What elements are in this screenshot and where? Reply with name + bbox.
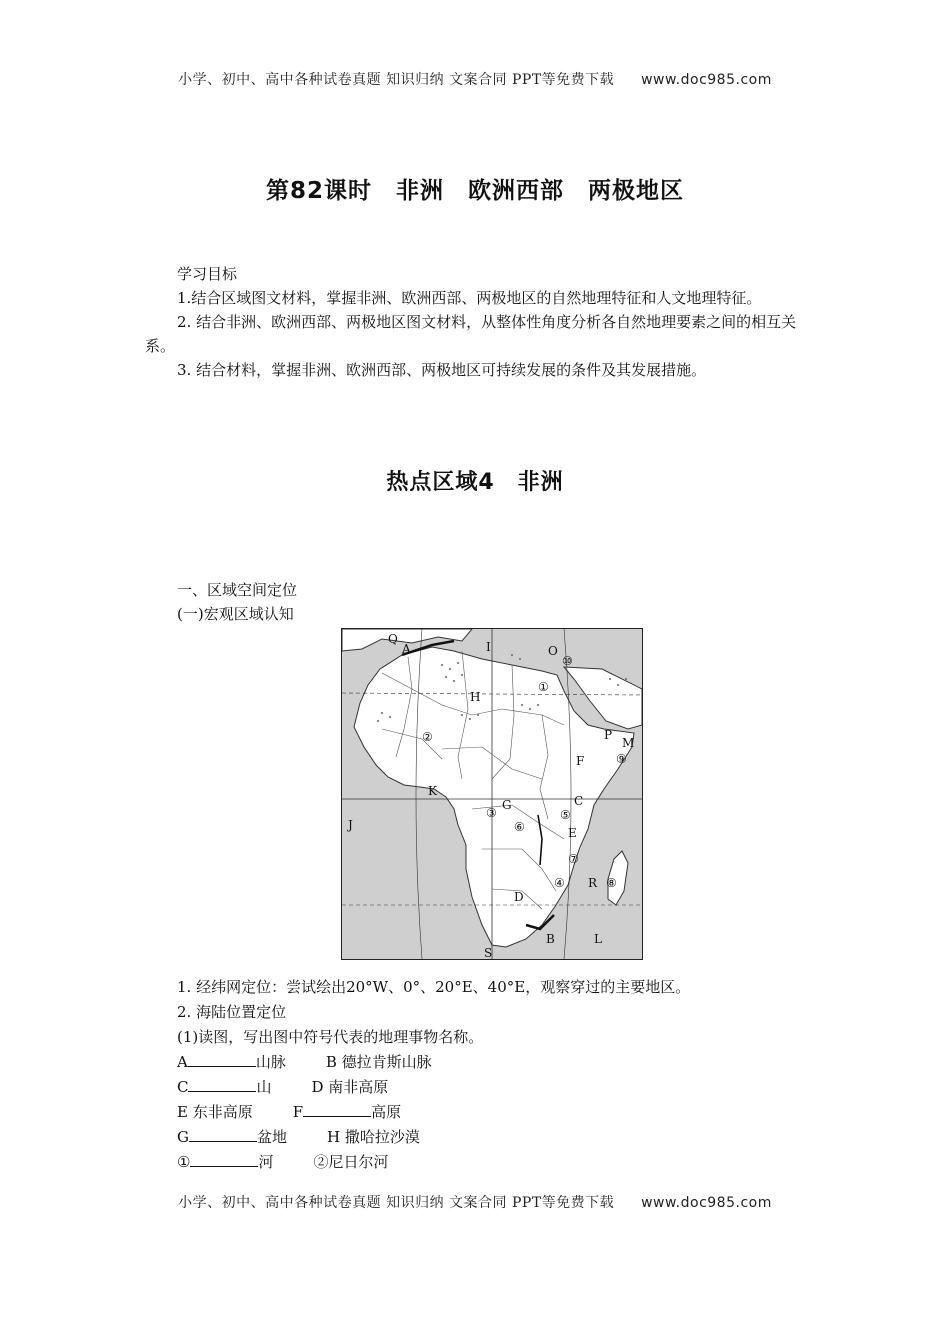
answer-n2: ②尼日尔河: [313, 1153, 389, 1171]
map-label-n5: ⑤: [560, 808, 571, 822]
map-label-n6: ⑥: [514, 820, 525, 834]
answer-c-blank[interactable]: [188, 1077, 256, 1092]
map-label-n3: ③: [486, 806, 497, 820]
map-label-s: S: [484, 946, 493, 959]
page-footer: [0, 1192, 950, 1212]
map-label-i: I: [486, 640, 491, 654]
answer-a-suffix: 山脉: [255, 1053, 286, 1071]
answer-a-blank[interactable]: [188, 1052, 256, 1067]
map-label-m: M: [622, 736, 635, 750]
answer-g-blank[interactable]: [189, 1127, 257, 1142]
answer-row-5: [177, 1151, 388, 1172]
goal-item-1: 1.结合区域图文材料，掌握非洲、欧洲西部、两极地区的自然地理特征和人文地理特征。: [177, 289, 762, 307]
footer-url[interactable]: www.doc985.com: [641, 1195, 772, 1211]
answer-row-3: [177, 1101, 401, 1122]
map-label-a: A: [402, 642, 411, 656]
question-2-1: (1)读图，写出图中符号代表的地理事物名称。: [177, 1028, 484, 1046]
map-label-n10: ⑩: [562, 654, 573, 668]
header-text: 小学、初中、高中各种试卷真题 知识归纳 文案合同 PPT等免费下载: [178, 72, 615, 88]
map-label-o: O: [548, 644, 558, 658]
goal-item-3: 3. 结合材料，掌握非洲、欧洲西部、两极地区可持续发展的条件及其发展措施。: [177, 361, 707, 379]
answer-n1-label: ①: [177, 1153, 191, 1171]
answer-d: D 南非高原: [311, 1078, 389, 1096]
answer-g-label: G: [177, 1128, 189, 1146]
footer-text: 小学、初中、高中各种试卷真题 知识归纳 文案合同 PPT等免费下载: [178, 1195, 615, 1211]
map-label-c: C: [574, 794, 584, 808]
map-label-r: R: [588, 876, 598, 890]
answer-row-4: [177, 1126, 420, 1147]
map-label-n9: ⑨: [616, 752, 627, 766]
answer-c-label: C: [177, 1078, 189, 1096]
part1-heading: 一、区域空间定位: [177, 581, 298, 599]
page-title: 第82课时 非洲 欧洲西部 两极地区: [265, 178, 684, 204]
map-label-g: G: [502, 798, 512, 812]
map-label-l: L: [594, 932, 602, 946]
answer-row-2: [177, 1076, 388, 1097]
answer-b: B 德拉肯斯山脉: [325, 1053, 432, 1071]
map-label-d: D: [514, 890, 524, 904]
question-1: 1. 经纬网定位：尝试绘出20°W、0°、20°E、40°E，观察穿过的主要地区。: [177, 978, 691, 996]
header-url[interactable]: www.doc985.com: [641, 72, 772, 88]
answer-n1-blank[interactable]: [190, 1152, 258, 1167]
learning-goals: [145, 262, 810, 382]
map-label-e: E: [568, 826, 577, 840]
map-label-n8: ⑧: [606, 876, 617, 890]
answer-n1-suffix: 河: [258, 1153, 274, 1171]
goals-heading: 学习目标: [177, 265, 238, 283]
map-label-n4: ④: [554, 876, 565, 890]
answer-f-suffix: 高原: [371, 1103, 402, 1121]
map-label-q: Q: [388, 632, 398, 646]
goal-item-2: 2. 结合非洲、欧洲西部、两极地区图文材料，从整体性角度分析各自然地理要素之间的相互关系。: [145, 313, 797, 355]
answer-e: E 东非高原: [177, 1103, 253, 1121]
answer-f-label: F: [292, 1103, 304, 1121]
map-label-j: J: [348, 818, 353, 832]
map-label-n2: ②: [422, 730, 433, 744]
part1-subheading: (一)宏观区域认知: [177, 605, 294, 623]
answer-row-1: [177, 1051, 432, 1072]
question-2: 2. 海陆位置定位: [177, 1003, 287, 1021]
map-label-p: P: [604, 728, 613, 742]
africa-map-svg: [342, 629, 642, 959]
answer-a-label: A: [177, 1053, 188, 1071]
map-label-n7: ⑦: [568, 852, 579, 866]
answer-f-blank[interactable]: [303, 1102, 371, 1117]
section-title: 热点区域4 非洲: [386, 470, 564, 495]
map-label-b: B: [546, 932, 555, 946]
africa-map: [341, 628, 643, 960]
map-label-n1: ①: [538, 680, 549, 694]
answer-h: H 撒哈拉沙漠: [327, 1128, 420, 1146]
map-label-f: F: [576, 754, 585, 768]
answer-c-suffix: 山: [256, 1078, 272, 1096]
map-label-h: H: [470, 690, 481, 704]
answer-g-suffix: 盆地: [256, 1128, 287, 1146]
page-header: [0, 69, 950, 89]
map-label-k: K: [428, 784, 437, 798]
